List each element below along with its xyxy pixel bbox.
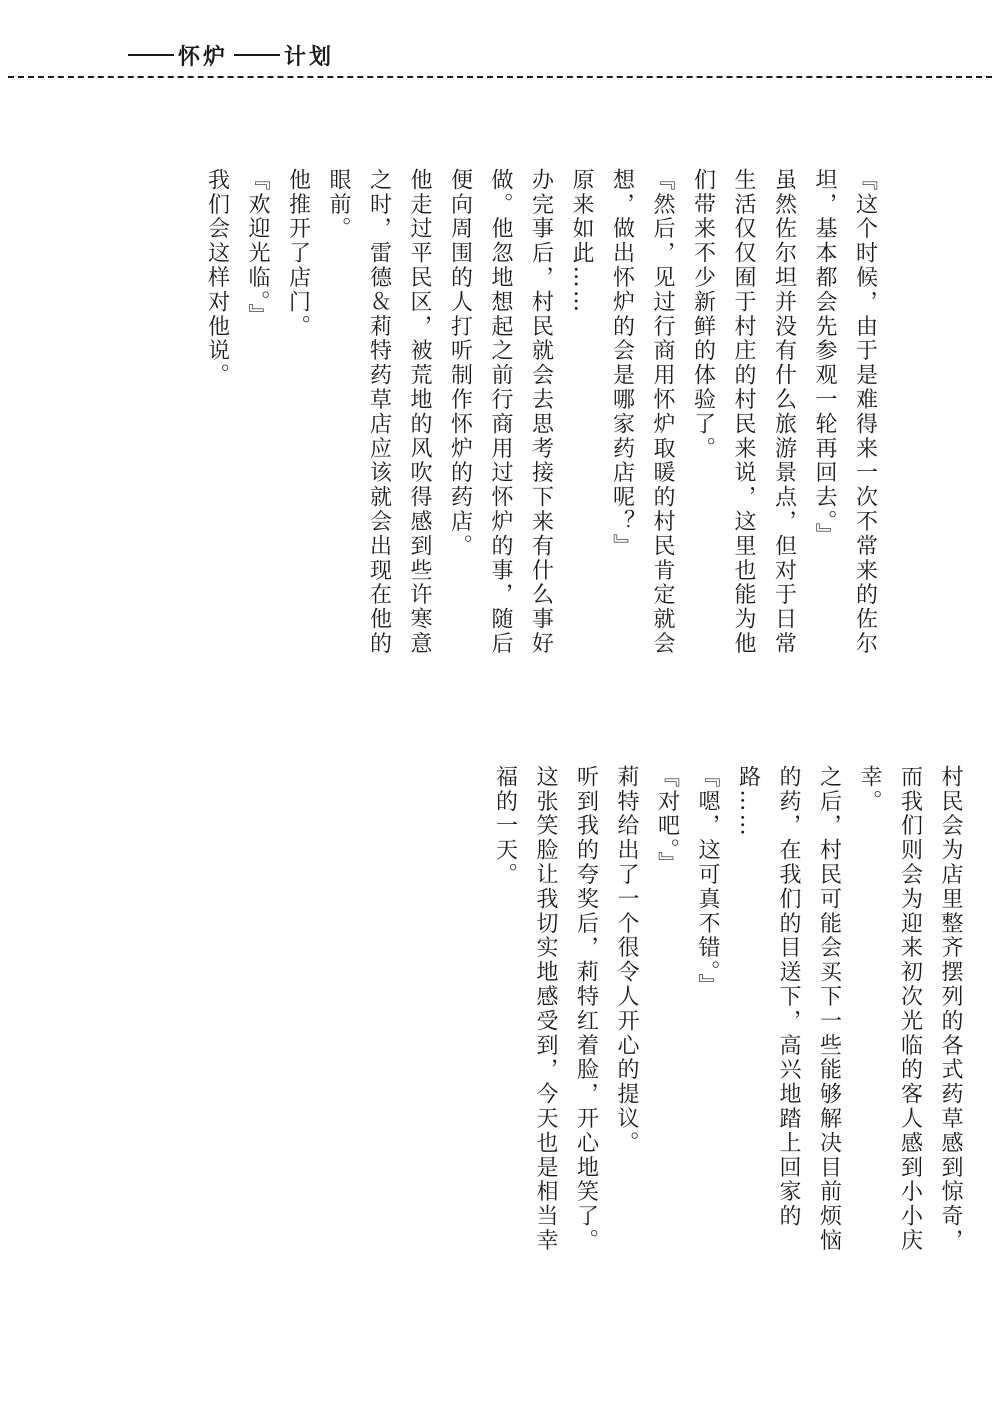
paragraph: 办完事后，村民就会去思考接下来有什么事好做。他忽地想起之前行商用过怀炉的事，随后便向周围的人打听制作怀炉的药店。: [447, 168, 554, 656]
paragraph: 『欢迎光临。』: [245, 168, 270, 328]
paragraph: 原来如此……: [569, 168, 594, 315]
paragraph: 『然后，见过行商用怀炉取暖的村民肯定就会想，做出怀炉的会是哪家药店呢？』: [609, 168, 675, 656]
paragraph: 听到我的夸奖后，莉特红着脸，开心地笑了。这张笑脸让我切实地感受到，今天也是相当幸福的一天。: [492, 765, 599, 1253]
header-dashed-rule: [8, 76, 992, 78]
header-dash-left: [128, 54, 174, 56]
paragraph: 村民会为店里整齐摆列的各式药草感到惊奇，而我们则会为迎来初次光临的客人感到小小庆幸。: [857, 765, 963, 1253]
paragraph: 莉特给出了一个很令人开心的提议。: [614, 765, 639, 1156]
header-title-part1: 怀炉: [178, 44, 229, 70]
running-header: [128, 40, 334, 70]
paragraph: 他走过平民区，被荒地的风吹得感到些许寒意之时，雷德＆莉特药草店应该就会出现在他的眼前。: [326, 168, 432, 656]
lower-text-block: [484, 765, 970, 1265]
paragraph: 他推开了店门。: [285, 168, 311, 339]
paragraph: 我们会这样对他说。: [204, 168, 230, 388]
paragraph: 之后，村民可能会买下一些能够解决目前烦恼的药，在我们的目送下，高兴地踏上回家的路……: [735, 765, 842, 1253]
paragraph: 『嗯，这可真不错。』: [695, 765, 720, 998]
upper-text-block: [196, 168, 885, 678]
paragraph: 『对吧。』: [654, 765, 680, 876]
paragraph: 『这个时候，由于是难得来一次不常来的佐尔坦，基本都会先参观一轮再回去。』: [812, 168, 878, 656]
header-dash-middle: [234, 54, 280, 56]
paragraph: 虽然佐尔坦并没有什么旅游景点，但对于日常生活仅仅囿于村庄的村民来说，这里也能为他们带来不少新鲜的体验了。: [690, 168, 797, 656]
header-title-part2: 计划: [284, 44, 335, 70]
